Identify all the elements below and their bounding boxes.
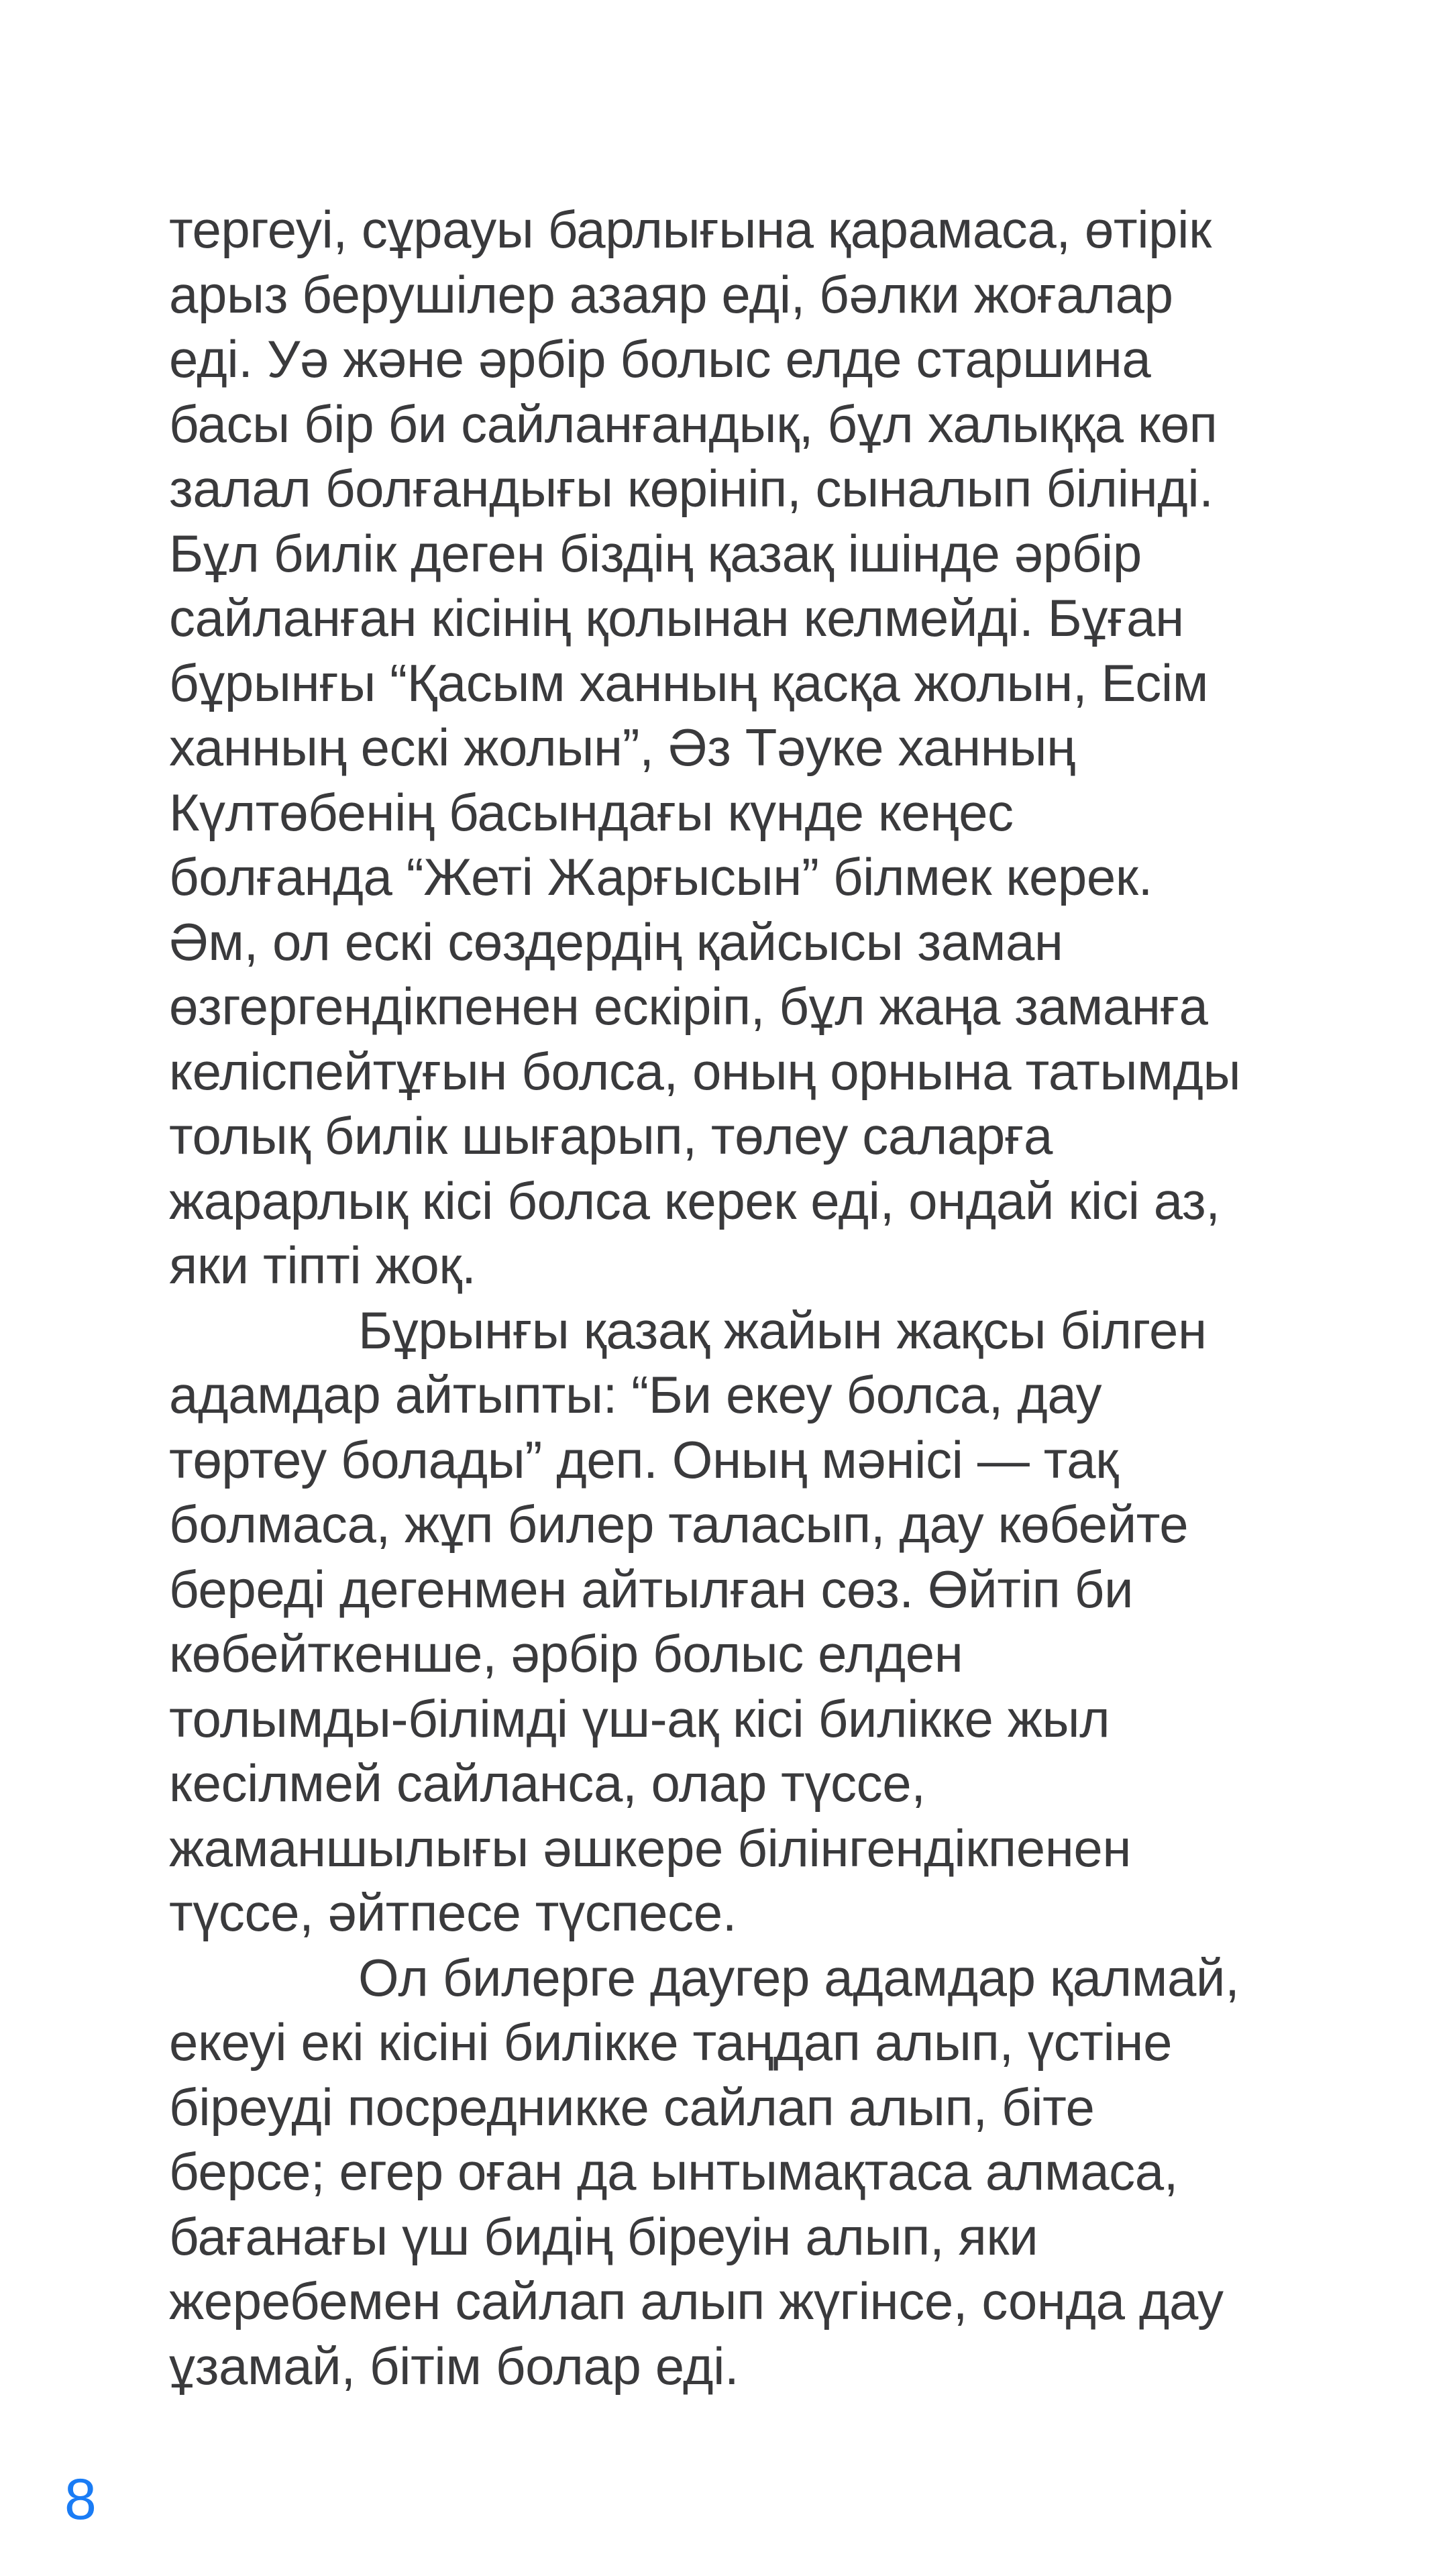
- text-line: еді. Уә және әрбір болыс елде старшина: [169, 329, 1151, 388]
- text-line: яки тіпті жоқ.: [169, 1236, 476, 1295]
- text-line: келіспейтұғын болса, оның орнына татымды: [169, 1041, 1241, 1101]
- text-line: берсе; егер оған да ынтымақтаса алмаса,: [169, 2142, 1179, 2201]
- text-line: ханның ескі жолын”, Әз Тәуке ханның: [169, 718, 1075, 777]
- text-line: тергеуі, сұрауы барлығына қарамаса, өтірік: [169, 200, 1212, 259]
- body-text: [169, 197, 1336, 2398]
- text-line: Күлтөбенің басындағы күнде кеңес: [169, 782, 1014, 842]
- text-line: өзгергендікпенен ескіріп, бұл жаңа заманға: [169, 977, 1208, 1036]
- text-line: кесілмей сайланса, олар түссе,: [169, 1754, 926, 1813]
- paragraph-start-line: Ол билерге даугер адамдар қалмай,: [358, 1947, 1240, 2007]
- text-line: басы бір би сайланғандық, бұл халыққа көп: [169, 394, 1218, 453]
- text-line: біреуді посредникке сайлап алып, біте: [169, 2077, 1095, 2137]
- text-line: толымды-білімді үш-ақ кісі билікке жыл: [169, 1688, 1110, 1748]
- text-line: болғанда “Жеті Жарғысын” білмек керек.: [169, 847, 1152, 906]
- text-line: арыз берушілер азаяр еді, бәлки жоғалар: [169, 264, 1173, 324]
- page-number[interactable]: 8: [64, 2467, 97, 2532]
- text-line: көбейткенше, әрбір болыс елден: [169, 1624, 963, 1683]
- text-line: залал болғандығы көрініп, сыналып білінді.: [169, 459, 1214, 518]
- text-line: береді дегенмен айтылған сөз. Өйтіп би: [169, 1559, 1134, 1619]
- text-line: ұзамай, бітім болар еді.: [169, 2336, 739, 2396]
- text-line: түссе, әйтпесе түспесе.: [169, 1883, 737, 1942]
- text-line: жаманшылығы әшкере білінгендікпенен: [169, 1818, 1132, 1878]
- text-line: бұрынғы “Қасым ханның қасқа жолын, Есім: [169, 653, 1209, 712]
- text-line: толық билік шығарып, төлеу саларға: [169, 1106, 1053, 1165]
- text-line: жеребемен сайлап алып жүгінсе, сонда дау: [169, 2271, 1224, 2330]
- text-line: адамдар айтыпты: “Би екеу болса, дау: [169, 1365, 1102, 1424]
- paragraph-start-line: Бұрынғы қазақ жайын жақсы білген: [358, 1300, 1207, 1360]
- text-line: екеуі екі кісіні билікке таңдап алып, үстіне: [169, 2012, 1173, 2072]
- text-line: Әм, ол ескі сөздердің қайсысы заман: [169, 912, 1063, 971]
- text-line: жарарлық кісі болса керек еді, ондай кісі аз,: [169, 1171, 1220, 1230]
- text-line: Бұл билік деген біздің қазақ ішінде әрбір: [169, 523, 1142, 583]
- text-line: болмаса, жұп билер таласып, дау көбейте: [169, 1495, 1189, 1554]
- text-line: сайланған кісінің қолынан келмейді. Бұған: [169, 588, 1184, 647]
- text-line: бағанағы үш бидің біреуін алып, яки: [169, 2206, 1038, 2266]
- text-line: төртеу болады” деп. Оның мәнісі — тақ: [169, 1430, 1118, 1489]
